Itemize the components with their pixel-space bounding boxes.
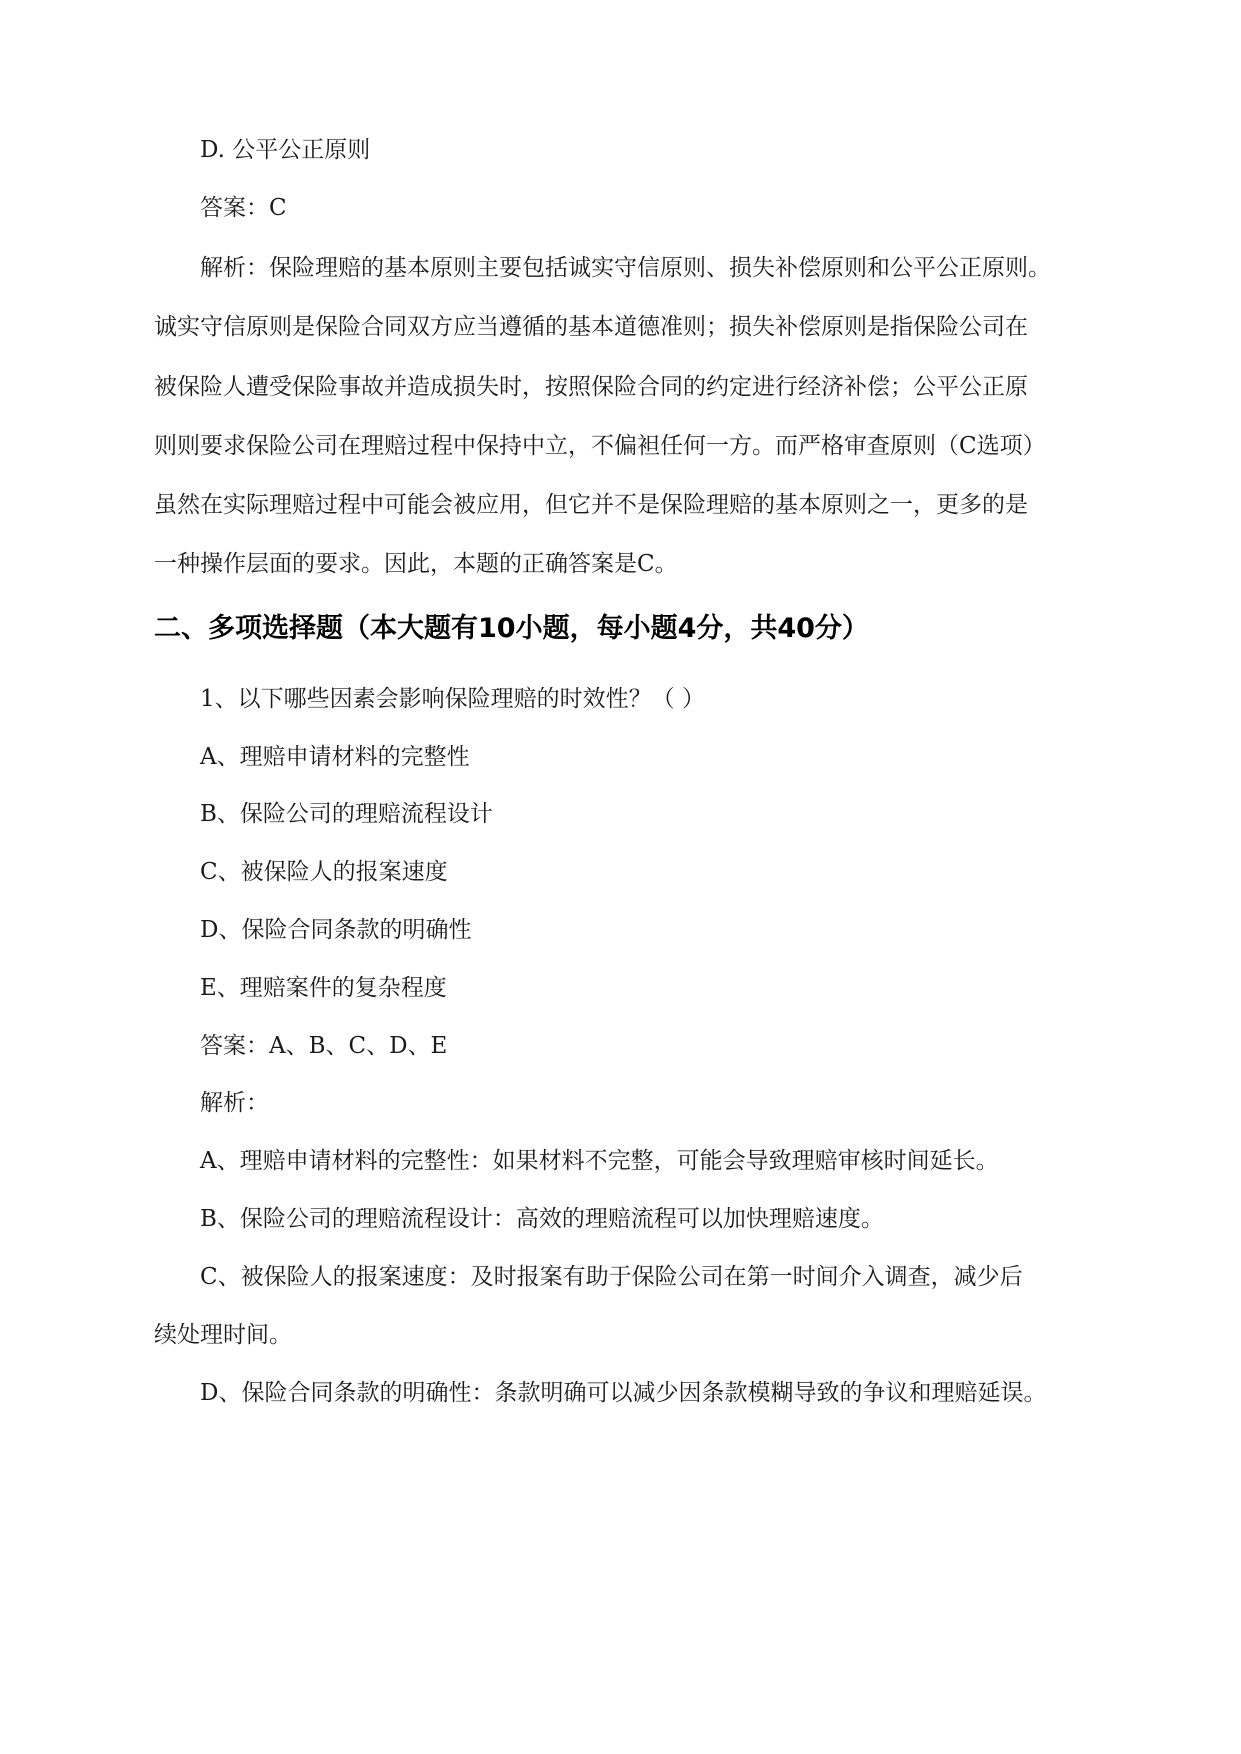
option-d: D、保险合同条款的明确性 (200, 917, 472, 943)
prev-explanation-line: 被保险人遭受保险事故并造成损失时，按照保险合同的约定进行经济补偿；公平公正原 (154, 374, 1028, 400)
analysis-label: 解析： (200, 1090, 269, 1116)
prev-explanation-line: 诚实守信原则是保险合同双方应当遵循的基本道德准则；损失补偿原则是指保险公司在 (154, 314, 1028, 340)
prev-explanation-line: 解析：保险理赔的基本原则主要包括诚实守信原则、损失补偿原则和公平公正原则。 (200, 255, 1051, 281)
answer: 答案：A、B、C、D、E (200, 1033, 448, 1059)
analysis-c-continued: 续处理时间。 (154, 1322, 292, 1348)
prev-answer: 答案：C (200, 195, 287, 221)
analysis-b: B、保险公司的理赔流程设计：高效的理赔流程可以加快理赔速度。 (200, 1206, 884, 1232)
question-stem: 1、以下哪些因素会影响保险理赔的时效性？（ ） (200, 686, 705, 712)
option-c: C、被保险人的报案速度 (200, 859, 448, 885)
prev-option-d: D. 公平公正原则 (200, 137, 371, 163)
option-e: E、理赔案件的复杂程度 (200, 975, 447, 1001)
section-heading: 二、多项选择题（本大题有10小题，每小题4分，共40分） (154, 613, 869, 644)
prev-explanation-line: 虽然在实际理赔过程中可能会被应用，但它并不是保险理赔的基本原则之一，更多的是 (154, 492, 1028, 518)
prev-explanation-line: 一种操作层面的要求。因此，本题的正确答案是C。 (154, 551, 678, 577)
analysis-c: C、被保险人的报案速度：及时报案有助于保险公司在第一时间介入调查，减少后 (200, 1264, 1023, 1290)
prev-explanation-line: 则则要求保险公司在理赔过程中保持中立，不偏袒任何一方。而严格审查原则（C选项） (154, 433, 1046, 459)
analysis-a: A、理赔申请材料的完整性：如果材料不完整，可能会导致理赔审核时间延长。 (200, 1148, 999, 1174)
analysis-d: D、保险合同条款的明确性：条款明确可以减少因条款模糊导致的争议和理赔延误。 (200, 1380, 1047, 1406)
option-b: B、保险公司的理赔流程设计 (200, 801, 493, 827)
option-a: A、理赔申请材料的完整性 (200, 744, 470, 770)
